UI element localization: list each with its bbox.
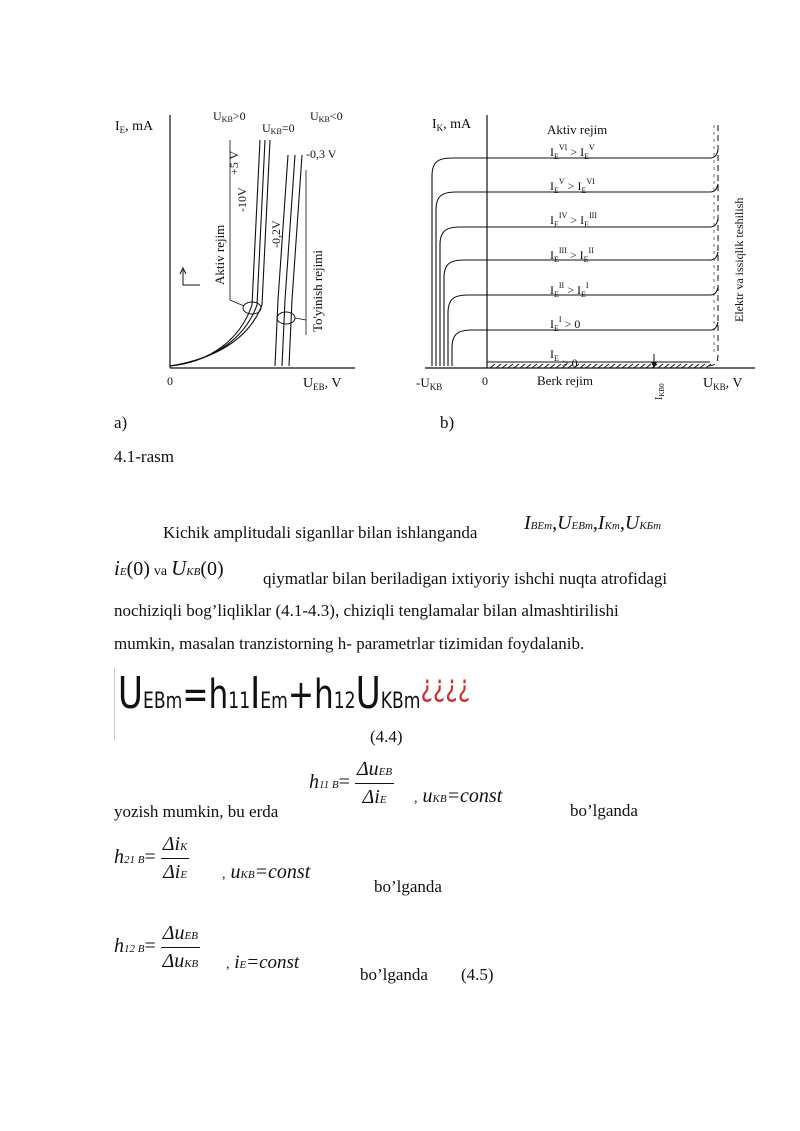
b-curve-labels: [550, 143, 597, 370]
a-region-saturation: To'yinish rejimi: [310, 250, 325, 332]
paragraph-line-2-rest: qiymatlar bilan beriladigan ixtiyoriy ishchi nuqta atrofidagi: [263, 569, 668, 588]
equation-h12-condition: , iE=const: [226, 952, 300, 973]
equation-h11-condition: , uKB=const: [414, 785, 503, 807]
a-ellipse-right: [277, 312, 295, 324]
b-curve-label: $I_E > 0$: [550, 347, 578, 370]
a-top-label-neg: UKB<0: [310, 109, 343, 124]
b-x-axis-label: $U_{KB}$, V: [703, 376, 743, 392]
b-curve-label: $I_E^I > 0$: [550, 315, 581, 333]
a-label-02v: -0,2V: [269, 220, 283, 248]
inline-params: IBEm,UEBm,IKm,UKБm: [524, 512, 662, 534]
b-curve-label: $I_E^V > I_E^{VI}$: [550, 177, 595, 195]
a-x-axis-label: $U_{EB}$, V: [303, 376, 342, 392]
b-title: Aktiv rejim: [547, 122, 608, 137]
b-curve: [452, 322, 718, 366]
b-breakdown-label: Elektr va issiqlik teshilish: [732, 197, 746, 322]
h11-tail: bo’lganda: [570, 801, 638, 820]
h21-tail: bo’lganda: [374, 877, 442, 896]
figure-caption: 4.1-rasm: [114, 447, 174, 466]
b-origin: 0: [482, 374, 488, 388]
b-curve-label: $I_E^{II} > I_E^I$: [550, 281, 589, 299]
equation-h11: h11 B= $\frac{\text{ΔuEB}}{\text{ΔiE}}$: [309, 758, 393, 808]
b-curve: [444, 252, 718, 366]
a-label-03v: -0,3 V: [306, 147, 337, 161]
a-y-axis-label: $I_E$, mA: [115, 119, 154, 135]
b-curve-label: $I_E^{IV} > I_E^{III}$: [550, 211, 597, 229]
b-curve: [436, 184, 718, 366]
equation-4-4: UEBm=h11IEm+h12UKBm¿¿¿¿: [114, 668, 470, 740]
b-curve-label: $I_E^{VI} > I_E^V$: [550, 143, 595, 161]
paragraph-line-2: iE(0) va UKB(0): [114, 556, 224, 580]
b-cutoff-label: Berk rejim: [537, 373, 593, 388]
a-region-active: Aktiv rejim: [212, 224, 227, 285]
figure-b: [410, 100, 780, 400]
yozish-text: yozish mumkin, bu erda: [114, 802, 279, 821]
figure-b-panel-label: b): [440, 413, 455, 432]
a-label-10v: -10V: [235, 187, 249, 212]
paragraph-line-3: nochiziqli bog’liqliklar (4.1-4.3), chiziqli tenglamalar bilan almashtirilishi: [114, 601, 619, 620]
b-ikb0: $I_{KB0}$: [654, 383, 666, 400]
b-y-axis-label: $I_K$, mA: [432, 117, 472, 133]
b-neg-label: $-U_{KB}$: [416, 375, 443, 392]
paragraph-line-4: mumkin, masalan tranzistorning h- parametrlar tizimidan foydalanib.: [114, 634, 585, 653]
a-top-label-pos: UKB>0: [213, 109, 246, 124]
b-curve-label: $I_E^{III} > I_E^{II}$: [550, 246, 594, 264]
a-label-5v: +5 V: [227, 150, 241, 175]
equation-h21: h21 B= $\frac{\text{ΔiK}}{\text{ΔiE}}$: [114, 833, 188, 883]
figure-a-panel-label: a): [114, 413, 128, 432]
equation-4-5-label: (4.5): [461, 965, 494, 984]
equation-h21-condition: , uKB=const: [222, 861, 311, 883]
equation-h12: h12 B= $\frac{\text{ΔuEB}}{\text{ΔuKB}}$: [114, 922, 199, 972]
equation-4-4-label: (4.4): [370, 727, 403, 746]
a-top-label-zero: UKB=0: [262, 121, 295, 136]
figure-a: [110, 100, 370, 400]
paragraph-line-1: Kichik amplitudali siganllar bilan ishlanganda: [163, 523, 478, 542]
a-origin: 0: [167, 374, 173, 388]
h12-tail: bo’lganda: [360, 965, 428, 984]
